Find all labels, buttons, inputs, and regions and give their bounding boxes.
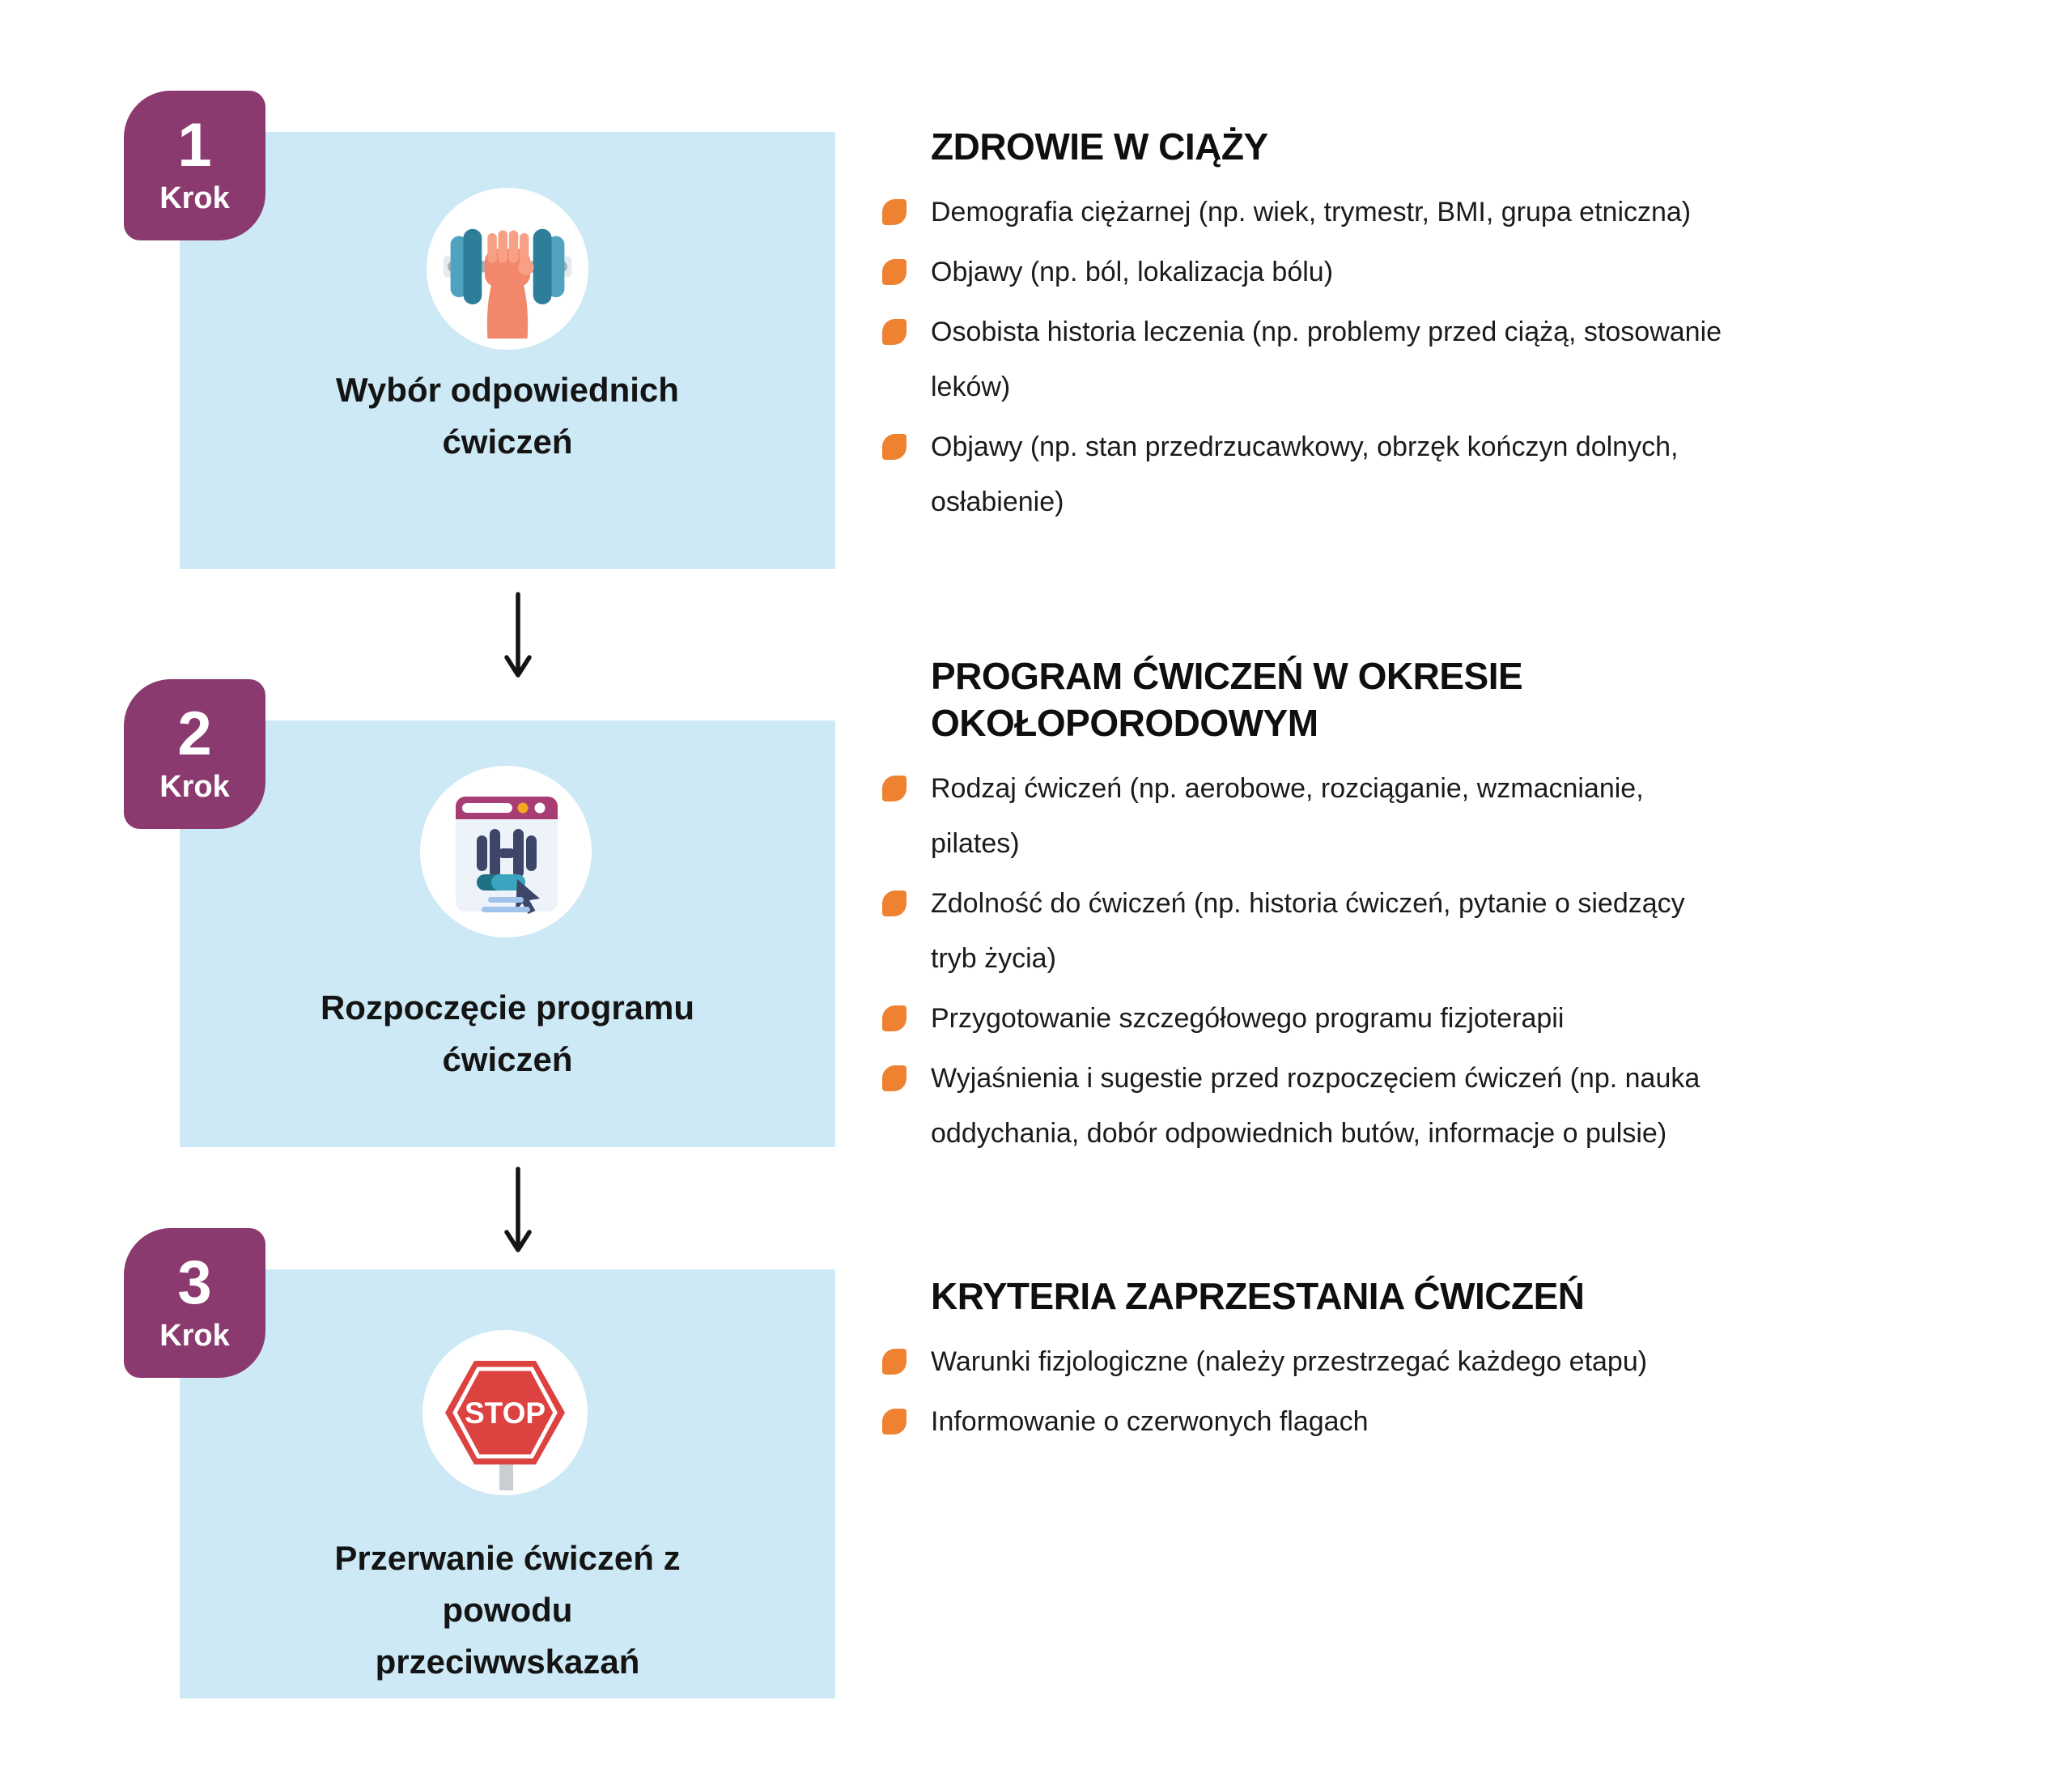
bullet-leaf-icon	[882, 890, 906, 916]
bullet-leaf-icon	[882, 259, 906, 285]
step-number: 2	[177, 699, 212, 768]
list-item-text: Warunki fizjologiczne (należy przestrzegać każdego etapu)	[931, 1346, 1648, 1377]
list-item-text: Informowanie o czerwonych flagach	[931, 1406, 1369, 1437]
arrow-down-icon	[500, 1164, 536, 1261]
step-label: Krok	[159, 769, 230, 804]
list-item-text: Wyjaśnienia i sugestie przed rozpoczęciem ćwiczeń (np. nauka oddychania, dobór odpowiednich butów, informacje o pulsie)	[931, 1063, 1700, 1149]
stop-sign-icon	[422, 1330, 588, 1495]
arrow-down-icon	[500, 589, 536, 686]
browser-workout-icon	[420, 766, 592, 937]
step-2-title: Rozpoczęcie programu ćwiczeń	[320, 988, 695, 1078]
step-number: 3	[177, 1248, 212, 1317]
list-item	[882, 1394, 2048, 1449]
section-program-cwiczen	[882, 652, 2048, 1166]
list-item	[882, 185, 2048, 240]
bullet-leaf-icon	[882, 1065, 906, 1091]
section-heading: KRYTERIA ZAPRZESTANIA ĆWICZEŃ	[931, 1275, 1585, 1317]
step-1-badge	[124, 91, 265, 240]
list-item	[882, 1334, 2048, 1389]
step-2-icon-circle	[420, 766, 592, 937]
list-item-text: Przygotowanie szczegółowego programu fizjoterapii	[931, 1003, 1565, 1034]
list-item-text: Objawy (np. ból, lokalizacja bólu)	[931, 257, 1334, 287]
step-1-icon-circle	[427, 188, 588, 350]
dumbbell-hand-icon	[436, 198, 579, 340]
bullet-list	[882, 1334, 2048, 1449]
step-3-badge	[124, 1228, 265, 1378]
bullet-leaf-icon	[882, 1349, 906, 1375]
list-item	[882, 244, 2048, 300]
bullet-leaf-icon	[882, 434, 906, 460]
list-item-text: Objawy (np. stan przedrzucawkowy, obrzęk kończyn dolnych, osłabienie)	[931, 431, 1679, 517]
list-item-text: Zdolność do ćwiczeń (np. historia ćwiczeń, pytanie o siedzący tryb życia)	[931, 888, 1685, 974]
bullet-list	[882, 761, 2048, 1161]
list-item-text: Osobista historia leczenia (np. problemy przed ciążą, stosowanie leków)	[931, 317, 1722, 402]
bullet-leaf-icon	[882, 319, 906, 345]
section-heading: ZDROWIE W CIĄŻY	[931, 125, 1268, 168]
step-3-title: Przerwanie ćwiczeń z powodu przeciwwskazań	[334, 1539, 681, 1681]
step-2-badge	[124, 679, 265, 829]
bullet-leaf-icon	[882, 776, 906, 801]
bullet-leaf-icon	[882, 199, 906, 225]
list-item	[882, 419, 2048, 529]
list-item	[882, 1051, 2048, 1161]
bullet-list	[882, 185, 2048, 529]
bullet-leaf-icon	[882, 1409, 906, 1435]
list-item-text: Demografia ciężarnej (np. wiek, trymestr, BMI, grupa etniczna)	[931, 197, 1692, 227]
list-item	[882, 304, 2048, 414]
svg-text:STOP: STOP	[464, 1396, 546, 1430]
list-item	[882, 876, 2048, 986]
step-label: Krok	[159, 181, 230, 215]
step-3-icon-circle	[422, 1330, 588, 1495]
section-heading: PROGRAM ĆWICZEŃ W OKRESIE OKOŁOPORODOWYM	[931, 655, 1523, 744]
step-number: 1	[177, 110, 212, 180]
list-item	[882, 991, 2048, 1046]
bullet-leaf-icon	[882, 1005, 906, 1031]
section-kryteria-zaprzestania	[882, 1273, 2048, 1454]
list-item	[882, 761, 2048, 871]
step-1-title: Wybór odpowiednich ćwiczeń	[336, 371, 679, 461]
step-label: Krok	[159, 1318, 230, 1353]
list-item-text: Rodzaj ćwiczeń (np. aerobowe, rozciąganie, wzmacnianie, pilates)	[931, 773, 1644, 859]
section-zdrowie-w-ciazy	[882, 123, 2048, 534]
